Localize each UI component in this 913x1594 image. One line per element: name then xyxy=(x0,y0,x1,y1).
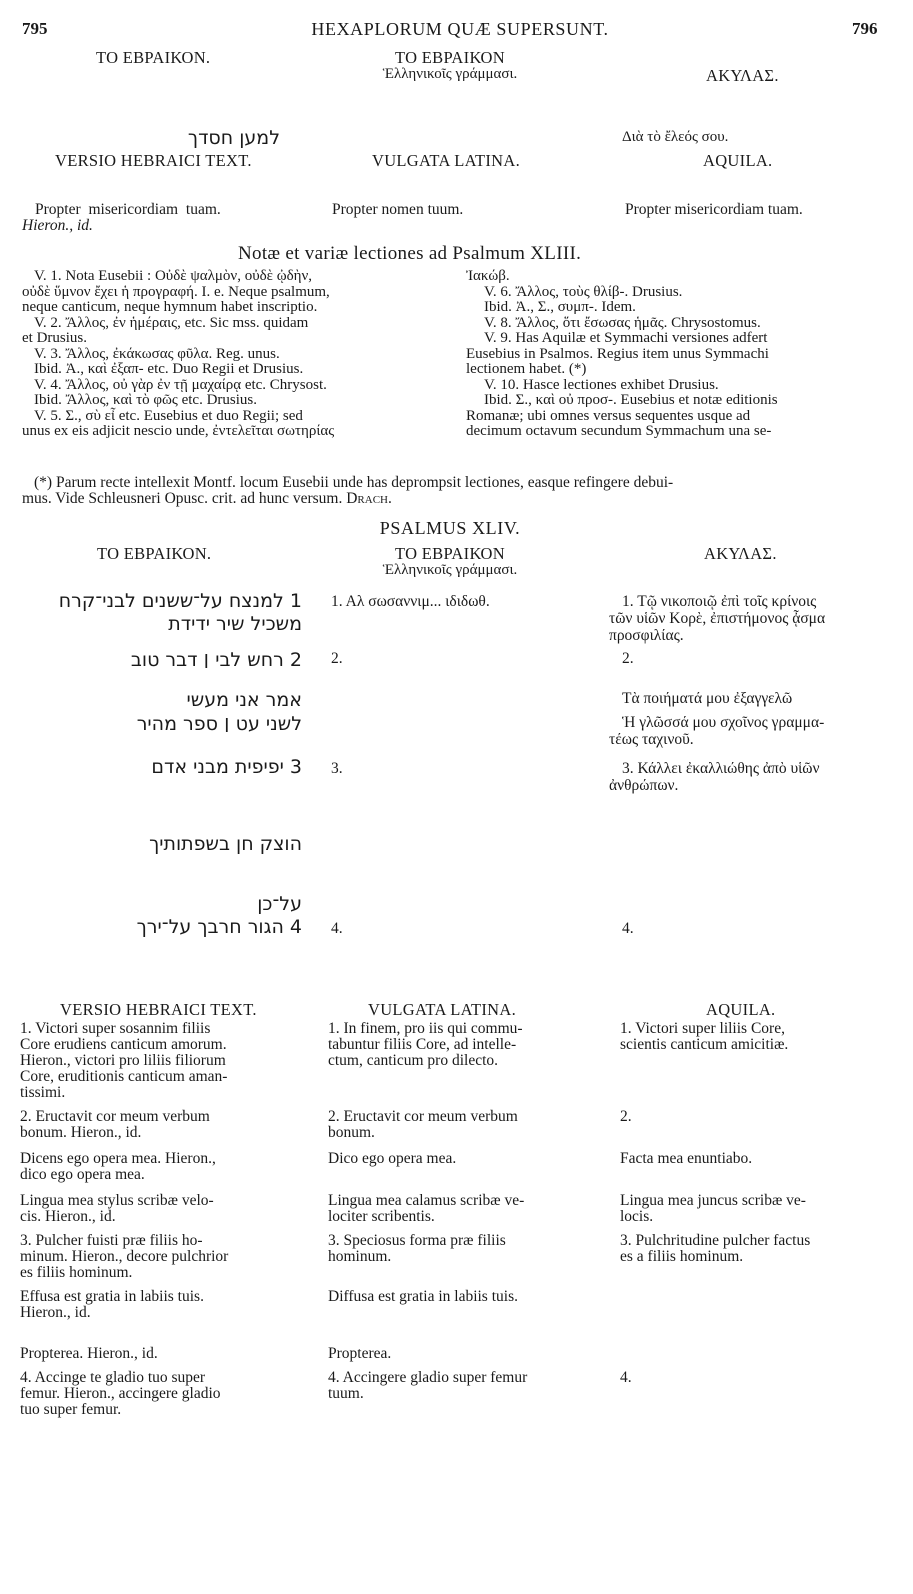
aquila-verse: ἀνθρώπων. xyxy=(609,777,679,794)
latin-vulgata-line: lociter scribentis. xyxy=(328,1208,435,1225)
psalm-col-head-hebrew: ΤΟ ΕΒΡΑΙΚΟΝ. xyxy=(97,544,212,563)
col-head-hebrew: ΤΟ ΕΒΡΑΙΚΟΝ. xyxy=(96,48,211,67)
latin-versio-line: minum. Hieron., decore pulchrior xyxy=(20,1248,229,1265)
aquila-verse: 1. Τῷ νικοποιῷ ἐπὶ τοῖς κρίνοις xyxy=(622,593,817,610)
latin-versio-line: 4. Accinge te gladio tuo super xyxy=(20,1369,206,1386)
hebrew-verse: 3 יפיפית מבני אדם xyxy=(151,756,302,778)
latin-versio-line: Hieron., id. xyxy=(20,1304,91,1321)
latin-head-vulgata-2: VULGATA LATINA. xyxy=(368,1000,516,1019)
note-line: Ibid. Ἄλλος, καὶ τὸ φῶς etc. Drusius. xyxy=(34,392,257,408)
latin-aquila-line: Lingua mea juncus scribæ ve- xyxy=(620,1192,806,1209)
latin-head-aquila: AQUILA. xyxy=(703,151,773,170)
latin-vulgata-line: Propterea. xyxy=(328,1345,392,1362)
hebrew-verse: על־כן xyxy=(257,893,302,915)
running-header xyxy=(0,0,913,40)
note-line: decimum octavum secundum Symmachum una se- xyxy=(466,423,772,439)
hebrew-verse: 1 למנצח על־ששנים לבני־קרח xyxy=(58,590,302,612)
latin-vulgata-line: 1. In finem, pro iis qui commu- xyxy=(328,1020,523,1037)
notes-right-column xyxy=(466,269,896,440)
latin-vulgata-line: tabuntur filiis Core, ad intelle- xyxy=(328,1036,517,1053)
note-line: οὐδὲ ὕμνον ἔχει ἡ προγραφή. I. e. Neque psalmum, xyxy=(22,283,330,300)
latin-versio-line: 2. Eructavit cor meum verbum xyxy=(20,1108,210,1125)
note-line: Ibid. Σ., καὶ οὐ προσ-. Eusebius et notæ editionis xyxy=(484,392,778,408)
footnote-text: mus. Vide Schleusneri Opusc. crit. ad hunc versum. xyxy=(22,490,343,507)
aquila-verse: 3. Κάλλει ἐκαλλιώθης ἀπὸ υἱῶν xyxy=(622,760,820,777)
latin-versio-line: tuo super femur. xyxy=(20,1401,122,1418)
note-line: Ibid. Ἀ., Σ., συμπ-. Idem. xyxy=(484,299,636,315)
note-line: unus ex eis adjicit nescio unde, ἐντελεῖται σωτηρίας xyxy=(22,423,335,439)
latin-aquila-line: 3. Pulchritudine pulcher factus xyxy=(620,1232,811,1249)
notes-left-column xyxy=(22,269,462,440)
note-line: lectionem habet. (*) xyxy=(466,361,587,377)
latin-vulgata-line: tuum. xyxy=(328,1385,364,1402)
latin-aquila-line: 4. xyxy=(620,1369,632,1386)
page-number-left: 795 xyxy=(22,19,48,38)
latin-versio-line: Dicens ego opera mea. Hieron., xyxy=(20,1150,216,1167)
notes-title: Notæ et variæ lectiones ad Psalmum XLIII. xyxy=(238,243,582,264)
latin-vulgata-line: hominum. xyxy=(328,1248,392,1265)
latin-vulgata-line: 3. Speciosus forma præ filiis xyxy=(328,1232,506,1249)
latin-versio-line: tissimi. xyxy=(20,1084,66,1101)
note-line: Romanæ; ubi omnes versus sequentes usque ad xyxy=(466,407,751,424)
latin-versio-line: Core, eruditionis canticum aman- xyxy=(20,1068,228,1085)
hebrew-verse: אמר אני מעשי xyxy=(186,689,302,711)
aquila-verse: τῶν υἱῶν Κορὲ, ἐπιστήμονος ᾆσμα xyxy=(609,610,826,627)
latin-versio-line: es filiis hominum. xyxy=(20,1264,133,1281)
note-line: neque canticum, neque hymnum habet inscriptio. xyxy=(22,299,318,315)
aquila-verse: τέως ταχινοῦ. xyxy=(609,731,694,748)
aquila-latin-text: Propter misericordiam tuam. xyxy=(625,201,803,218)
hebrew-verse: 4 הגור חרבך על־ירך xyxy=(136,916,302,938)
col-head-aquila: ΑΚΥΛΑΣ. xyxy=(706,66,779,85)
versio-attribution: Hieron., id. xyxy=(22,217,93,234)
latin-versio-line: Core erudiens canticum amorum. xyxy=(20,1036,227,1053)
col-head-hebrew-greek: ΤΟ ΕΒΡΑΙΚΟΝ xyxy=(395,48,505,67)
latin-aquila-line: locis. xyxy=(620,1208,654,1225)
footnote-line: (*) Parum recte intellexit Montf. locum Eusebii unde has deprompsit lectiones, easque refingere debui- xyxy=(34,474,674,491)
psalm-col-head-aquila: ΑΚΥΛΑΣ. xyxy=(704,544,777,563)
latin-versio-line: bonum. Hieron., id. xyxy=(20,1124,142,1141)
versio-text: Propter misericordiam tuam. xyxy=(35,201,221,218)
hebrew-verse: לשני עט ׀ ספר מהיר xyxy=(136,713,302,735)
running-title: HEXAPLORUM QUÆ SUPERSUNT. xyxy=(311,19,609,39)
footnote xyxy=(22,475,902,507)
latin-aquila-line: 2. xyxy=(620,1108,632,1125)
page-number-right: 796 xyxy=(852,19,878,38)
hebrew-verse: הוצק חן בשפתותיך xyxy=(149,833,302,855)
latin-versio-line: 1. Victori super sosannim filiis xyxy=(20,1020,211,1037)
psalm-col-head-hebrew-greek: ΤΟ ΕΒΡΑΙΚΟΝ xyxy=(395,544,505,563)
aquila-verse: Τὰ ποιήματά μου ἐξαγγελῶ xyxy=(622,690,793,707)
transliteration-verse: 4. xyxy=(331,920,343,937)
note-line: V. 2. Ἄλλος, ἐν ἡμέραις, etc. Sic mss. quidam xyxy=(34,314,309,331)
aquila-verse: προσφιλίας. xyxy=(609,627,684,644)
transliteration-verse: 1. Αλ σωσαννιμ... ιδιδωθ. xyxy=(331,593,490,610)
hebrew-verse: 2 רחש לבי ׀ דבר טוב xyxy=(130,649,302,671)
latin-head-versio-2: VERSIO HEBRAICI TEXT. xyxy=(60,1000,257,1019)
note-line: V. 4. Ἄλλος, οὐ γὰρ ἐν τῇ μαχαίρᾳ etc. Chrysost. xyxy=(34,376,327,393)
latin-versio-line: femur. Hieron., accingere gladio xyxy=(20,1385,221,1402)
hebrew-verse: משכיל שיר ידידת xyxy=(168,613,302,635)
vulgata-text: Propter nomen tuum. xyxy=(332,201,464,218)
latin-versio-line: Propterea. Hieron., id. xyxy=(20,1345,158,1362)
aquila-verse: Ἡ γλῶσσά μου σχοῖνος γραμμα- xyxy=(622,714,825,731)
note-line: Eusebius in Psalmos. Regius item unus Symmachi xyxy=(466,345,769,362)
latin-vulgata-line: Lingua mea calamus scribæ ve- xyxy=(328,1192,525,1209)
hebrew-line: למען חסדך xyxy=(187,127,280,149)
note-line: Ibid. Ἀ., καὶ ἐξαπ- etc. Duo Regii et Drusius. xyxy=(34,361,304,377)
latin-aquila-line: es a filiis hominum. xyxy=(620,1248,744,1265)
latin-aquila-line: scientis canticum amicitiæ. xyxy=(620,1036,789,1053)
latin-versio-line: dico ego opera mea. xyxy=(20,1166,145,1183)
latin-head-aquila-2: AQUILA. xyxy=(706,1000,776,1019)
footnote-line xyxy=(22,491,902,507)
latin-head-versio: VERSIO HEBRAICI TEXT. xyxy=(55,151,252,170)
latin-aquila-line: 1. Victori super liliis Core, xyxy=(620,1020,785,1037)
note-line: V. 8. Ἄλλος, ὅτι ἔσωσας ἡμᾶς. Chrysostomus. xyxy=(484,314,761,331)
psalm-title: PSALMUS XLIV. xyxy=(379,518,521,538)
latin-versio-line: Hieron., victori pro liliis filiorum xyxy=(20,1052,226,1069)
note-line: V. 5. Σ., σὺ εἶ etc. Eusebius et duo Regii; sed xyxy=(34,407,303,424)
latin-head-vulgata: VULGATA LATINA. xyxy=(372,151,520,170)
latin-aquila-line: Facta mea enuntiabo. xyxy=(620,1150,753,1167)
latin-versio-line: Lingua mea stylus scribæ velo- xyxy=(20,1192,214,1209)
col-subhead-greek-letters: Ἑλληνικοῖς γράμμασι. xyxy=(382,66,518,82)
note-line: V. 9. Has Aquilæ et Symmachi versiones adfert xyxy=(484,330,768,346)
transliteration-verse: 3. xyxy=(331,760,343,777)
note-line: et Drusius. xyxy=(22,330,87,346)
latin-vulgata-line: Dico ego opera mea. xyxy=(328,1150,457,1167)
latin-versio-line: 3. Pulcher fuisti præ filiis ho- xyxy=(20,1232,203,1249)
aquila-greek-line: Διὰ τὸ ἔλεός σου. xyxy=(622,129,729,145)
aquila-verse: 4. xyxy=(622,920,634,937)
footnote-signature: Drach. xyxy=(346,490,392,507)
aquila-verse: 2. xyxy=(622,650,634,667)
note-line: V. 1. Nota Eusebii : Οὐδὲ ψαλμὸν, οὐδὲ ᾠδὴν, xyxy=(34,268,313,284)
transliteration-verse: 2. xyxy=(331,650,343,667)
note-line: V. 3. Ἄλλος, ἐκάκωσας φῦλα. Reg. unus. xyxy=(34,345,280,362)
latin-vulgata-line: bonum. xyxy=(328,1124,375,1141)
latin-vulgata-line: 4. Accingere gladio super femur xyxy=(328,1369,528,1386)
note-line: V. 6. Ἄλλος, τοὺς θλίβ-. Drusius. xyxy=(484,283,683,300)
psalm-col-subhead-greek-letters: Ἑλληνικοῖς γράμμασι. xyxy=(382,562,518,578)
latin-versio-line: Effusa est gratia in labiis tuis. xyxy=(20,1288,204,1305)
latin-vulgata-line: 2. Eructavit cor meum verbum xyxy=(328,1108,518,1125)
latin-vulgata-line: ctum, canticum pro dilecto. xyxy=(328,1052,499,1069)
latin-versio-line: cis. Hieron., id. xyxy=(20,1208,116,1225)
latin-vulgata-line: Diffusa est gratia in labiis tuis. xyxy=(328,1288,518,1305)
note-line: Ἰακώβ. xyxy=(466,268,510,284)
note-line: V. 10. Hasce lectiones exhibet Drusius. xyxy=(484,376,719,393)
